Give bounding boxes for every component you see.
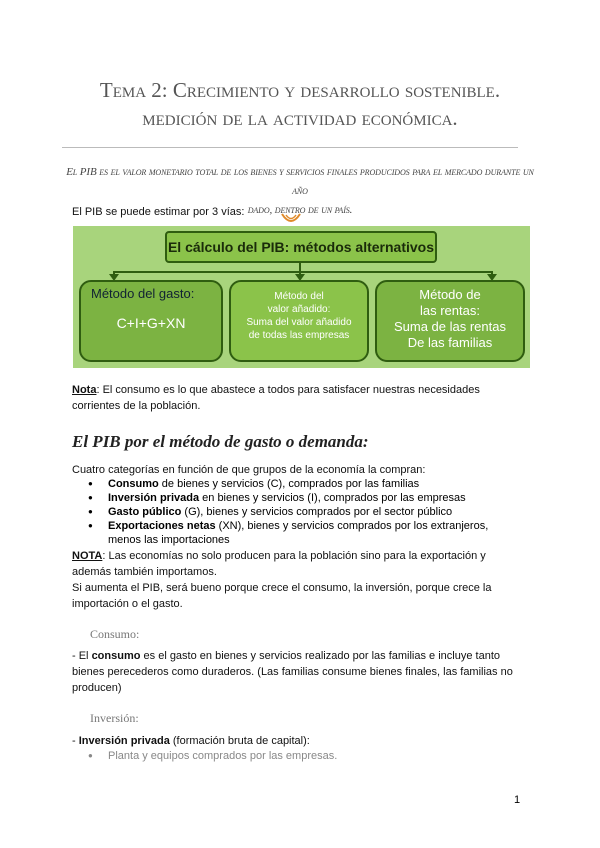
nota2-text-1: : Las economías no solo producen para la población sino para la exportación y	[102, 550, 486, 562]
method-rentas-line-3: Suma de las rentas	[393, 319, 506, 334]
method-box-rentas	[375, 280, 525, 362]
category-bold: Exportaciones netas	[108, 520, 216, 532]
nota-label: Nota	[72, 384, 97, 396]
list-item	[72, 505, 540, 519]
nota-text-2: corrientes de la población.	[72, 400, 201, 412]
nota2-text-2: además también importamos.	[72, 566, 217, 578]
inversion-heading: Inversión:	[90, 711, 139, 725]
categories-list	[72, 477, 540, 547]
method-valor-anadido-text	[231, 290, 367, 342]
method-valor-line-4: de todas las empresas	[248, 330, 350, 341]
diagram-title: El cálculo del PIB: métodos alternativos	[165, 231, 437, 263]
method-rentas-line-4: De las familias	[407, 335, 493, 350]
consumo-heading: Consumo:	[90, 627, 140, 641]
nota-text-1: : El consumo es lo que abastece a todos para satisfacer nuestras necesidades	[96, 384, 480, 396]
consumo-paragraph	[72, 648, 513, 696]
title-divider	[62, 147, 518, 148]
method-valor-line-2: valor añadido:	[267, 304, 331, 315]
section-heading: El PIB por el método de gasto o demanda:	[72, 432, 369, 451]
method-box-valor-anadido	[229, 280, 369, 362]
list-item	[72, 477, 540, 491]
consumo-text-3: producen)	[72, 682, 122, 694]
list-item	[72, 491, 540, 505]
list-item	[72, 519, 508, 547]
method-valor-line-3: Suma del valor añadido	[246, 317, 352, 328]
category-bold: Inversión privada	[108, 492, 200, 504]
si-aumenta-paragraph	[72, 580, 491, 612]
title-line-2: medición de la actividad económica.	[142, 106, 458, 130]
si-aumenta-line-2: importación o el gasto.	[72, 598, 183, 610]
category-bold: Gasto público	[108, 506, 182, 518]
title-line-1: Tema 2: Crecimiento y desarrollo sostenible.	[99, 78, 501, 102]
method-rentas-text	[377, 287, 523, 351]
consumo-line-1	[72, 648, 513, 664]
diagram-connector-horizontal	[113, 271, 493, 273]
category-bold: Consumo	[108, 478, 159, 490]
categories-intro: Cuatro categorías en función de que grupos de la economía la compran:	[72, 464, 426, 476]
nota-paragraph	[72, 382, 480, 414]
inversion-dash: -	[72, 735, 79, 747]
intro-line-1: El PIB es el valor monetario total de los bienes y servicios finales producidos para el mercado durante un año	[66, 166, 534, 197]
list-item	[72, 749, 540, 763]
category-text: en bienes y servicios (I), comprados por las empresas	[199, 492, 466, 504]
consumo-text-2: bienes perecederos como duraderos. (Las familias consume bienes finales, las familias no	[72, 666, 513, 678]
si-aumenta-line-1: Si aumenta el PIB, será bueno porque crece el consumo, la inversión, porque crece la	[72, 582, 492, 594]
method-rentas-line-2: las rentas:	[420, 303, 480, 318]
inversion-list	[72, 749, 540, 763]
inversion-item-text: Planta y equipos comprados por las empresas.	[108, 750, 338, 762]
consumo-dash: - El	[72, 650, 92, 662]
pib-methods-diagram	[73, 226, 530, 368]
method-box-gasto	[79, 280, 223, 362]
category-text: (G), bienes y servicios comprados por el sector público	[181, 506, 453, 518]
page-title	[40, 76, 560, 132]
nota2-paragraph	[72, 548, 486, 580]
category-text: (XN), bienes y servicios comprados por los extranjeros, menos las importaciones	[108, 520, 489, 546]
nota2-line-1	[72, 548, 486, 564]
page-number: 1	[514, 794, 521, 806]
method-valor-line-1: Método del	[274, 291, 324, 302]
nota2-label: NOTA	[72, 550, 103, 562]
estimate-text: El PIB se puede estimar por 3 vías:	[72, 206, 245, 218]
category-text: de bienes y servicios (C), comprados por las familias	[158, 478, 420, 490]
inversion-text: (formación bruta de capital):	[169, 735, 310, 747]
inversion-bold: Inversión privada	[78, 735, 170, 747]
method-gasto-formula: C+I+G+XN	[116, 315, 186, 331]
inversion-paragraph	[72, 733, 310, 749]
consumo-text-1: es el gasto en bienes y servicios realizado por las familias e incluye tanto	[140, 650, 500, 662]
nota-line-1	[72, 382, 480, 398]
method-rentas-line-1: Método de	[419, 287, 481, 302]
method-gasto-title: Método del gasto:	[91, 286, 195, 301]
ornament-icon	[280, 212, 302, 226]
consumo-bold: consumo	[91, 650, 141, 662]
intro-line-2: dado, dentro de un país.	[247, 204, 353, 216]
